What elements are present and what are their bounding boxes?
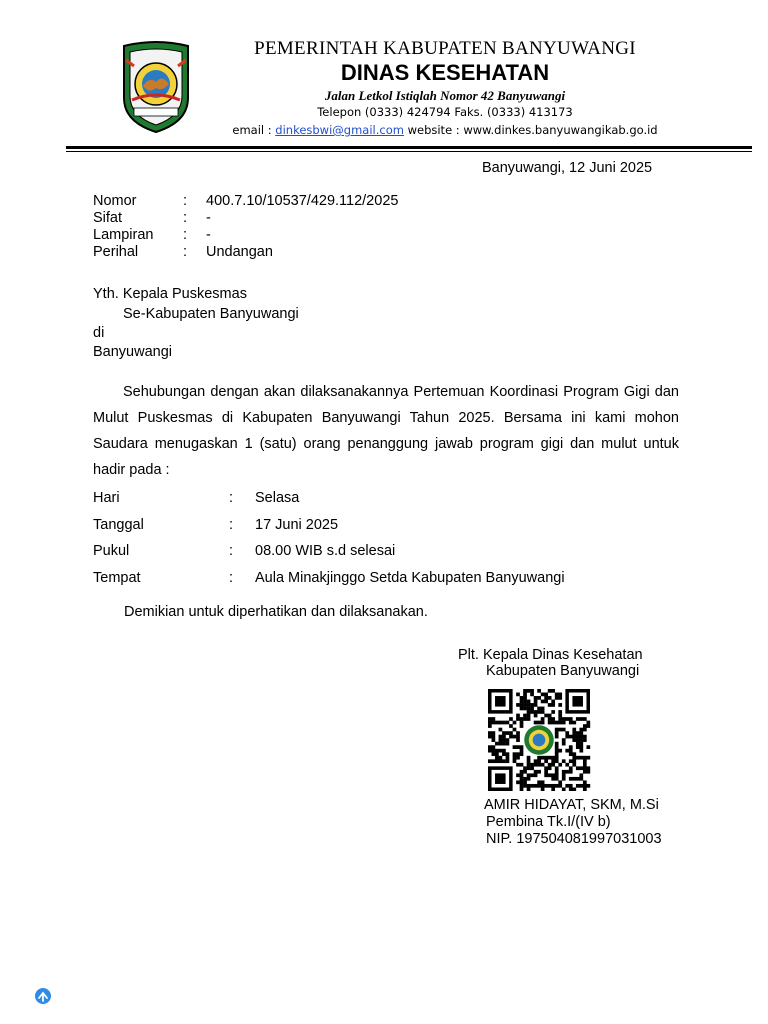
event-value-pukul: 08.00 WIB s.d selesai bbox=[255, 543, 396, 559]
upload-icon[interactable] bbox=[34, 987, 52, 1005]
event-value-tempat: Aula Minakjinggo Setda Kabupaten Banyuwangi bbox=[255, 570, 565, 586]
letterhead-government: PEMERINTAH KABUPATEN BANYUWANGI bbox=[254, 38, 636, 59]
event-label-pukul: Pukul bbox=[93, 543, 130, 559]
event-label-hari: Hari bbox=[93, 490, 120, 506]
meta-colon: : bbox=[183, 227, 188, 243]
letterhead-divider-thin bbox=[66, 151, 752, 152]
event-colon: : bbox=[229, 570, 234, 586]
event-value-tanggal: 17 Juni 2025 bbox=[255, 517, 339, 533]
meta-value-nomor: 400.7.10/10537/429.112/2025 bbox=[206, 193, 399, 209]
meta-label-nomor: Nomor bbox=[93, 193, 137, 209]
recipient-line: Banyuwangi bbox=[93, 344, 172, 360]
closing-text: Demikian untuk diperhatikan dan dilaksanakan. bbox=[124, 604, 428, 620]
meta-value-sifat: - bbox=[206, 210, 211, 226]
letter-date: Banyuwangi, 12 Juni 2025 bbox=[482, 160, 653, 176]
signature-title: Kabupaten Banyuwangi bbox=[486, 663, 640, 679]
website-text: website : www.dinkes.banyuwangikab.go.id bbox=[403, 123, 658, 137]
event-colon: : bbox=[229, 517, 234, 533]
signature-title: Plt. Kepala Dinas Kesehatan bbox=[458, 647, 643, 663]
event-colon: : bbox=[229, 543, 234, 559]
email-link[interactable]: dinkesbwi@gmail.com bbox=[275, 123, 404, 137]
qr-code-icon bbox=[486, 689, 592, 791]
meta-label-lampiran: Lampiran bbox=[93, 227, 154, 243]
signer-nip: NIP. 197504081997031003 bbox=[486, 831, 662, 847]
signer-name: AMIR HIDAYAT, SKM, M.Si bbox=[484, 797, 659, 813]
letterhead-phone: Telepon (0333) 424794 Faks. (0333) 413173 bbox=[317, 105, 573, 119]
recipient-line: Yth. Kepala Puskesmas bbox=[93, 286, 247, 302]
body-text: Sehubungan dengan akan dilaksanakannya Pertemuan Koordinasi Program Gigi dan Mulut Puskesmas di Kabupaten Banyuwangi Tahun 2025. Bersama ini kami mohon Saudara menugaskan 1 (satu) orang penanggung jawab program gigi dan mulut untuk hadir pada : bbox=[93, 384, 679, 478]
email-label: email : bbox=[232, 123, 276, 137]
signer-rank: Pembina Tk.I/(IV b) bbox=[486, 814, 611, 830]
meta-colon: : bbox=[183, 210, 188, 226]
event-label-tanggal: Tanggal bbox=[93, 517, 144, 533]
meta-colon: : bbox=[183, 244, 188, 260]
meta-label-perihal: Perihal bbox=[93, 244, 139, 260]
meta-value-perihal: Undangan bbox=[206, 244, 273, 260]
letterhead-contact bbox=[200, 123, 690, 137]
recipient-line: di bbox=[93, 325, 105, 341]
letterhead-address: Jalan Letkol Istiqlah Nomor 42 Banyuwangi bbox=[324, 88, 566, 103]
letterhead-divider bbox=[66, 146, 752, 149]
regency-logo bbox=[116, 40, 196, 134]
event-value-hari: Selasa bbox=[255, 490, 300, 506]
meta-label-sifat: Sifat bbox=[93, 210, 123, 226]
event-colon: : bbox=[229, 490, 234, 506]
recipient-line: Se-Kabupaten Banyuwangi bbox=[123, 306, 299, 322]
meta-colon: : bbox=[183, 193, 188, 209]
meta-value-lampiran: - bbox=[206, 227, 211, 243]
body-paragraph bbox=[93, 379, 679, 483]
event-label-tempat: Tempat bbox=[93, 570, 141, 586]
letterhead-agency: DINAS KESEHATAN bbox=[340, 60, 550, 85]
